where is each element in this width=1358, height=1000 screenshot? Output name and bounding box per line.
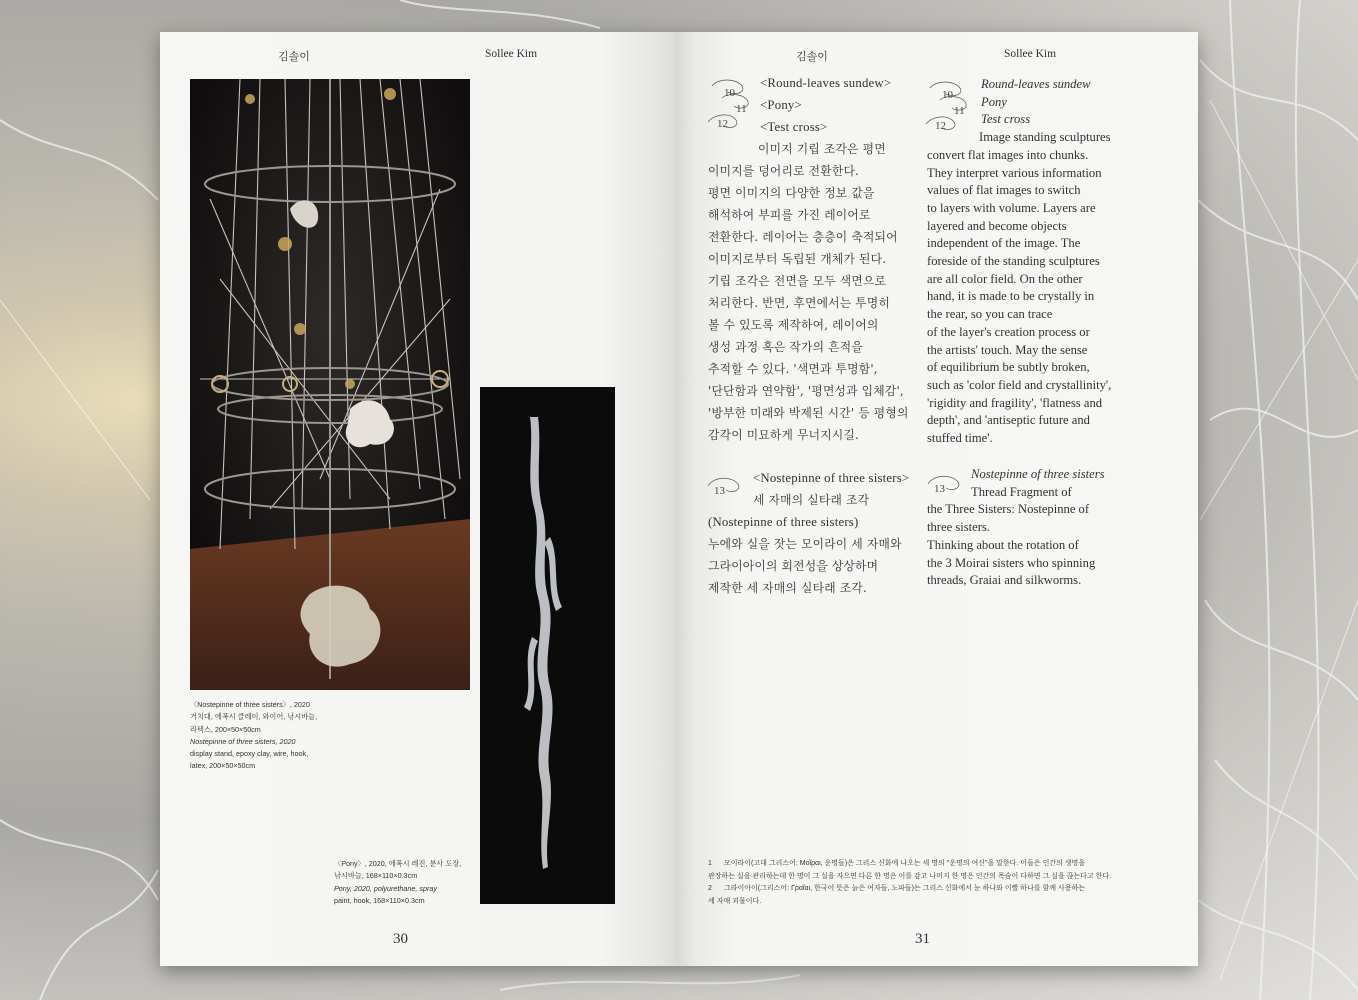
- mark-12: 12: [935, 120, 946, 132]
- caption-line: Nostepinne of three sisters, 2020: [190, 736, 296, 746]
- footnote-number: 2: [708, 885, 712, 892]
- text-line: 감각이 미묘하게 무너지시길.: [708, 428, 859, 442]
- footnote-text: 관장하는 실을 관리하는데 한 명이 그 실을 자으면 다른 한 명은 이를 감고 나머지 한 명은 인간의 목숨이 다하면 그 실을 끊는다고 한다.: [708, 872, 1112, 880]
- text-line: to layers with volume. Layers are: [927, 200, 1096, 215]
- text-line: 누에와 실을 잣는 모이라이 세 자매와: [708, 537, 902, 551]
- text-line: <Round-leaves sundew>: [760, 76, 892, 90]
- open-booklet: [160, 32, 1198, 966]
- english-text-block-2: [927, 466, 1172, 590]
- caption-nostepinne: [190, 699, 340, 773]
- mark-11: 11: [736, 103, 747, 115]
- text-line: They interpret various information: [927, 165, 1102, 180]
- text-line: 평면 이미지의 다양한 정보 값을: [708, 186, 875, 200]
- text-line: the 3 Moirai sisters who spinning: [927, 555, 1096, 570]
- footnote-text: 그라이아이(그리스어: Γραῖαι, 한국어 뜻은 늙은 여자들, 노파들)는 그리스 신화에서 눈 하나와 이빨 하나를 함께 사용하는: [724, 885, 1086, 892]
- footnote-text: 세 자매 괴물이다.: [708, 897, 762, 905]
- text-line: 제작한 세 자매의 실타래 조각.: [708, 581, 867, 595]
- artwork-photo-nostepinne: [190, 79, 470, 690]
- text-line: the rear, so you can trace: [927, 307, 1053, 322]
- caption-line: 〈Pony〉, 2020, 에폭시 레진, 분사 도장,: [334, 859, 462, 868]
- text-line: of equilibrium be subtly broken,: [927, 360, 1090, 375]
- text-line: 이미지 기립 조각은 평면: [758, 142, 886, 156]
- text-line: hand, it is made to be crystally in: [927, 289, 1095, 304]
- text-line: are all color field. On the other: [927, 271, 1083, 286]
- footnote-2: [708, 883, 1138, 896]
- text-line: 처리한다. 반면, 후면에서는 투명히: [708, 296, 891, 310]
- text-line: 기립 조각은 전면을 모두 색면으로: [708, 274, 887, 288]
- left-page: [160, 32, 678, 966]
- text-line: 볼 수 있도록 제작하여, 레이어의: [708, 318, 879, 332]
- caption-line: 낚시바늘, 168×110×0.3cm: [334, 871, 418, 881]
- text-line: three sisters.: [927, 520, 990, 535]
- text-line: <Pony>: [760, 98, 802, 112]
- caption-line: 거치대, 에폭시 클레이, 와이어, 낚시바늘,: [190, 712, 318, 722]
- caption-line: 라텍스, 200×50×50cm: [190, 724, 261, 734]
- text-line: such as 'color field and crystallinity',: [927, 377, 1112, 392]
- caption-line: paint, hook, 168×110×0.3cm: [334, 895, 425, 905]
- text-line: Test cross: [981, 112, 1031, 127]
- korean-text-block-2: [708, 467, 933, 599]
- footnote-number: 1: [708, 860, 712, 867]
- caption-line: latex, 200×50×50cm: [190, 761, 256, 771]
- text-line: Thinking about the rotation of: [927, 537, 1079, 552]
- footnote-1: [708, 858, 1138, 871]
- text-line: Thread Fragment of: [971, 484, 1072, 499]
- running-head-korean: 김솔이: [278, 50, 310, 63]
- text-line: of the layer's creation process or: [927, 324, 1090, 339]
- footnotes: [708, 858, 1138, 908]
- text-line: 추적할 수 있다. '색면과 투명함',: [708, 362, 878, 376]
- running-head-korean: 김솔이: [796, 50, 828, 63]
- text-line: depth', and 'antiseptic future and: [927, 413, 1090, 428]
- text-line: independent of the image. The: [927, 236, 1081, 251]
- text-line: 이미지로부터 독립된 개체가 된다.: [708, 252, 887, 266]
- text-line: 생성 과정 혹은 작가의 흔적을: [708, 340, 863, 354]
- mark-12: 12: [717, 118, 728, 130]
- korean-text-block-1: [708, 72, 923, 446]
- text-line: Nostepinne of three sisters: [971, 467, 1105, 481]
- text-line: (Nostepinne of three sisters): [708, 515, 859, 529]
- right-page: [678, 32, 1198, 966]
- mark-10: 10: [724, 87, 735, 99]
- text-line: Image standing sculptures: [979, 130, 1111, 145]
- text-line: '단단함과 연약함', '평면성과 입체감',: [708, 384, 904, 398]
- text-line: 이미지를 덩어리로 전환한다.: [708, 164, 859, 178]
- mark-10: 10: [942, 89, 953, 101]
- text-line: 그라이아이의 회전성을 상상하며: [708, 559, 879, 573]
- footnote-text: 모이라이(고대 그리스어: Μοῖραι, 운명들)은 그리스 신화에 나오는 세 명의 "운명의 여신"을 말한다. 이들은 인간의 생명을: [724, 860, 1086, 867]
- mark-11: 11: [954, 105, 965, 117]
- text-line: '방부한 미래와 박제된 시간' 등 평형의: [708, 406, 909, 420]
- running-head-english: Sollee Kim: [1004, 48, 1057, 60]
- text-line: Pony: [981, 94, 1007, 109]
- page-number: 30: [393, 931, 408, 947]
- caption-pony: [334, 858, 474, 907]
- text-line: the artists' touch. May the sense: [927, 342, 1088, 357]
- text-line: Round-leaves sundew: [981, 77, 1091, 91]
- text-line: <Nostepinne of three sisters>: [753, 471, 910, 485]
- text-line: foreside of the standing sculptures: [927, 254, 1100, 269]
- text-line: values of flat images to switch: [927, 183, 1081, 198]
- english-text-block-1: [927, 76, 1172, 448]
- text-line: 해석하여 부피를 가진 레이어로: [708, 208, 871, 222]
- text-line: threads, Graiai and silkworms.: [927, 573, 1082, 588]
- text-line: stuffed time'.: [927, 431, 993, 446]
- text-line: 전환한다. 레이어는 층층이 축적되어: [708, 230, 898, 244]
- mark-13: 13: [714, 485, 725, 497]
- running-head-english: Sollee Kim: [485, 48, 538, 60]
- text-line: 세 자매의 실타래 조각: [753, 493, 870, 507]
- text-line: 'rigidity and fragility', 'flatness and: [927, 395, 1103, 410]
- page-number: 31: [915, 931, 930, 947]
- caption-line: Pony, 2020, polyurethane, spray: [334, 883, 437, 893]
- caption-line: 〈Nostepinne of three sisters〉, 2020: [190, 700, 310, 709]
- mark-13: 13: [934, 483, 945, 495]
- text-line: layered and become objects: [927, 218, 1067, 233]
- text-line: <Test cross>: [760, 120, 828, 134]
- text-line: the Three Sisters: Nostepinne of: [927, 502, 1090, 517]
- text-line: convert flat images into chunks.: [927, 147, 1089, 162]
- artwork-photo-pony: [480, 387, 615, 904]
- caption-line: display stand, epoxy clay, wire, hook,: [190, 749, 309, 759]
